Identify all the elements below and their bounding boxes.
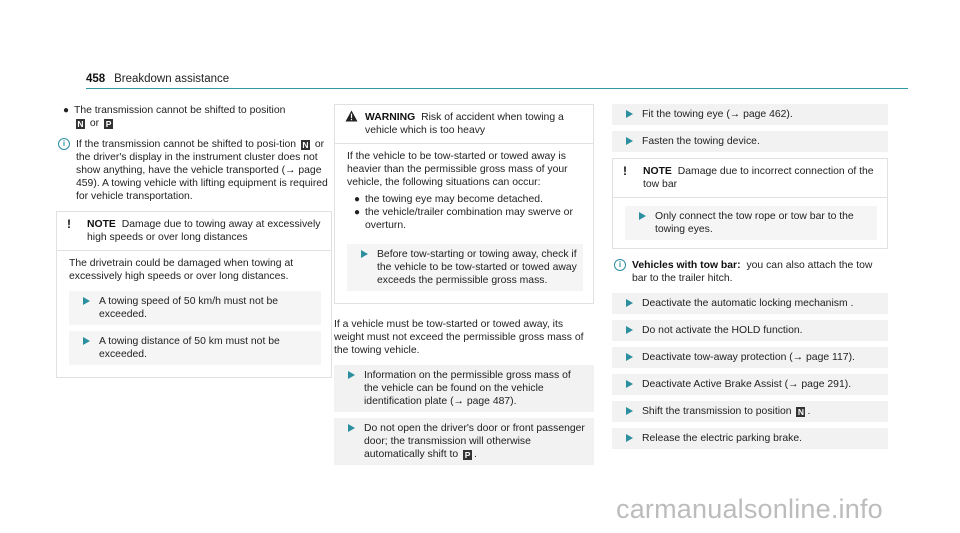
gear-p-glyph: P [464, 450, 471, 460]
note-header [613, 159, 887, 198]
page-ref-link[interactable]: page 462 [743, 109, 787, 120]
note-box-tow-bar [612, 158, 888, 249]
warning-body: If the vehicle to be tow-started or towed away is heavier than the permissible gross mass of your vehicle, the following situations can occur: ● the towing eye may become detached. ● the vehicle/trailer combination may swerve or overturn. Before tow-starting or towing away, check if the vehicle to be tow-started or towed away exceeds the permissible gross mass. [335, 144, 593, 303]
warning-triangle-icon [345, 110, 358, 122]
gear-n-glyph: N [77, 119, 84, 129]
info-icon: i [58, 138, 70, 150]
gear-n-glyph: N [302, 140, 309, 150]
paragraph-gross-mass: If a vehicle must be tow-started or towed away, its weight must not exceed the permissible gross mass of the towing vehicle. [334, 319, 584, 356]
step-arrow-icon [626, 380, 633, 388]
warning-label: WARNING [365, 112, 416, 123]
step-item: Deactivate the automatic locking mechanism . [612, 293, 888, 314]
note-header [57, 212, 331, 251]
note-title: Damage due to towing away at excessively high speeds or over long distances [87, 219, 321, 243]
note-title: Damage due to incorrect connection of the tow bar [643, 166, 874, 190]
step-arrow-icon [83, 337, 90, 345]
warning-box [334, 104, 594, 304]
note-label: NOTE [87, 219, 116, 230]
step-item: Fasten the towing device. [612, 131, 888, 152]
step-item: Deactivate Active Brake Assist (→ page 291). [612, 374, 888, 395]
step-item: Release the electric parking brake. [612, 428, 888, 449]
step-arrow-icon [626, 299, 633, 307]
step-arrow-icon [626, 407, 633, 415]
step-item: Do not activate the HOLD function. [612, 320, 888, 341]
step-arrow-icon [626, 353, 633, 361]
step-item: Only connect the tow rope or tow bar to the towing eyes. [625, 206, 877, 240]
bullet-dot: ● [354, 194, 361, 205]
header-rule [86, 88, 908, 89]
step-item: Deactivate tow-away protection (→ page 117). [612, 347, 888, 368]
warning-title: Risk of accident when towing a vehicle which is too heavy [365, 112, 564, 136]
page-header [86, 73, 908, 86]
step-arrow-icon [639, 212, 646, 220]
column-right [612, 104, 888, 455]
step-arrow-icon [348, 371, 355, 379]
page-ref-link[interactable]: page 459 [76, 165, 322, 189]
page-title: Breakdown assistance [114, 73, 230, 85]
exclamation-icon: ! [623, 164, 627, 178]
step-item: Shift the transmission to position N . [612, 401, 888, 422]
warning-header [335, 105, 593, 144]
note-body: The drivetrain could be damaged when towing at excessively high speeds or over long distances. A towing speed of 50 km/h must not be exceeded. A towing distance of 50 km must not be exceeded. [57, 251, 331, 377]
column-middle [334, 104, 594, 471]
step-item: Fit the towing eye (→ page 462). [612, 104, 888, 125]
step-item: A towing distance of 50 km must not be exceeded. [69, 331, 321, 365]
step-arrow-icon [626, 326, 633, 334]
gear-p-glyph: P [105, 119, 112, 129]
info-tow-bar: i Vehicles with tow bar: you can also attach the tow bar to the trailer hitch. [612, 259, 888, 285]
step-arrow-icon [626, 137, 633, 145]
note-label: NOTE [643, 166, 672, 177]
page-number: 458 [86, 73, 106, 85]
step-item: A towing speed of 50 km/h must not be exceeded. [69, 291, 321, 325]
page-ref-arrow-icon: → [729, 109, 741, 120]
page-ref-arrow-icon: → [788, 379, 799, 390]
gear-n-glyph: N [797, 407, 805, 417]
bullet-dot: ● [63, 105, 70, 116]
bullet-item: ● the towing eye may become detached. [354, 194, 543, 205]
bullet-item: ● the vehicle/trailer combination may swerve or overturn. [354, 207, 573, 231]
info-transport: i If the transmission cannot be shifted to posi-tion N or the driver's display in the instrument cluster does not show anything, have the vehicle transported (→ page 459). A towing vehicle with lifting equipment is required for vehicle transportation. [56, 138, 332, 203]
watermark: carmanualsonline.info [616, 494, 883, 524]
step-arrow-icon [361, 250, 368, 258]
page-ref-link[interactable]: page 487 [466, 396, 511, 407]
step-arrow-icon [83, 297, 90, 305]
step-arrow-icon [626, 110, 633, 118]
page-ref-link[interactable]: page 117 [806, 352, 849, 363]
note-body [613, 198, 887, 248]
bullet-dot: ● [354, 207, 361, 218]
page-ref-arrow-icon: → [285, 165, 296, 176]
page-ref-arrow-icon: → [792, 352, 804, 363]
exclamation-icon: ! [67, 217, 71, 231]
bullet-transmission: ● The transmission cannot be shifted to position N or P [63, 105, 286, 129]
info-icon: i [614, 259, 626, 271]
step-item: Do not open the driver's door or front passenger door; the transmission will otherwise automatically shift to P . [334, 418, 594, 465]
note-box-towing-speed [56, 211, 332, 378]
step-item: Before tow-starting or towing away, check if the vehicle to be tow-started or towed away exceeds the permissible gross mass. [347, 244, 583, 291]
step-arrow-icon [626, 434, 633, 442]
step-item: Information on the permissible gross mass of the vehicle can be found on the vehicle identification plate (→ page 487). [334, 365, 594, 412]
page-ref-arrow-icon: → [453, 396, 464, 407]
page-ref-link[interactable]: page 291 [801, 379, 845, 390]
column-left [56, 104, 332, 386]
step-arrow-icon [348, 424, 355, 432]
